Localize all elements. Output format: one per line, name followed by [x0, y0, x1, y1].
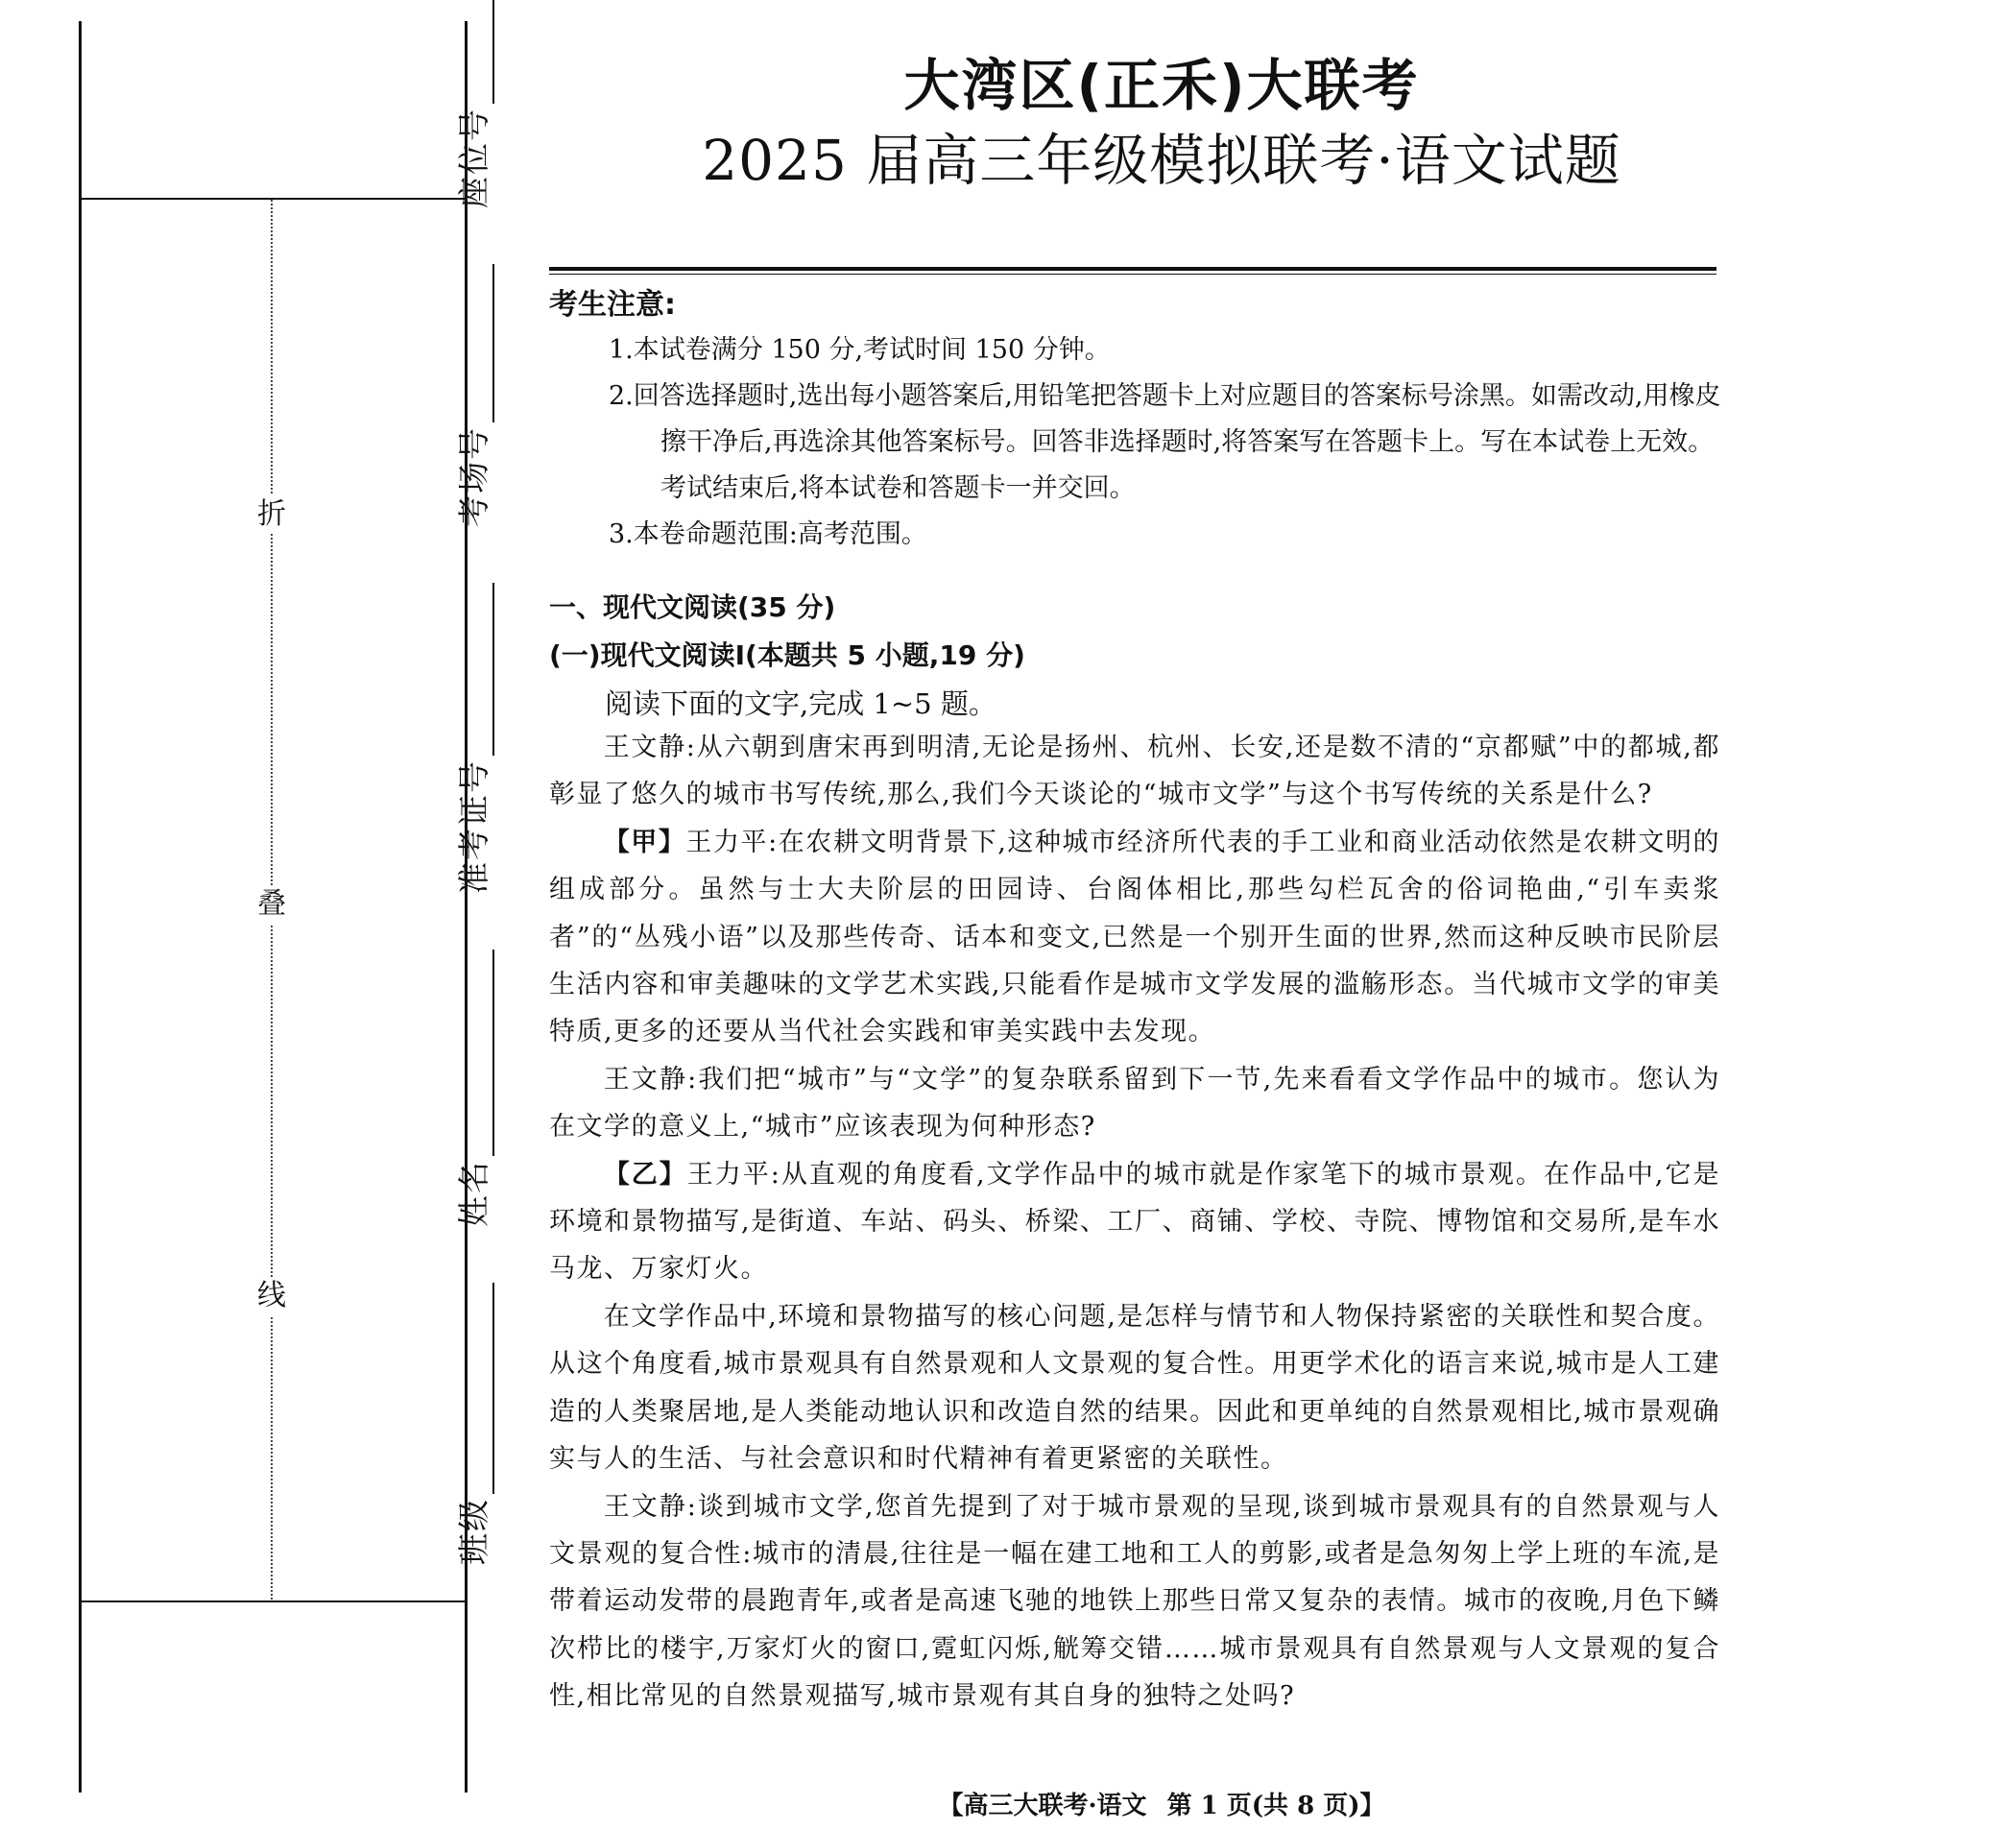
fold-char-line: 线: [254, 1277, 289, 1315]
reading-instruction: 阅读下面的文字,完成 1~5 题。: [605, 687, 996, 720]
notice-item: 3.本卷命题范围:高考范围。: [609, 519, 927, 549]
passage-paragraph: 【甲】王力平:在农耕文明背景下,这种城市经济所代表的手工业和商业活动依然是农耕文明的组成部分。虽然与士大夫阶层的田园诗、台阁体相比,那些勾栏瓦舍的俗词艳曲,“引车卖浆者”的“丛残小语”以及那些传奇、话本和变文,已然是一个别开生面的世界,然而这种反映市民阶层生活内容和审美趣味的文学艺术实践,只能看作是城市文学发展的滥觞形态。当代城市文学的审美特质,更多的还要从当代社会实践和审美实践中去发现。: [549, 827, 1721, 1047]
passage-paragraph: 在文学作品中,环境和景物描写的核心问题,是怎样与情节和人物保持紧密的关联性和契合度。从这个角度看,城市景观具有自然景观和人文景观的复合性。用更学术化的语言来说,城市是人工建造的人类聚居地,是人类能动地认识和改造自然的结果。因此和更单纯的自然景观相比,城市景观确实与人的生活、与社会意识和时代精神有着更紧密的关联性。: [549, 1301, 1720, 1475]
class-blank[interactable]: [458, 1283, 494, 1494]
name-field[interactable]: [449, 950, 494, 1227]
exam-room-label: 考场号: [455, 426, 492, 527]
fold-char-stack: 叠: [254, 885, 289, 924]
notice-item: 1.本试卷满分 150 分,考试时间 150 分钟。: [609, 335, 1111, 365]
class-label: 班级: [455, 1498, 492, 1565]
fold-char-fold: 折: [254, 495, 289, 534]
admission-number-field[interactable]: [449, 583, 494, 894]
paragraph-marker: 【甲】: [603, 827, 686, 857]
header-rule-thin: [549, 274, 1716, 275]
notice-list: [609, 327, 1722, 558]
passage-paragraph: 王文静:从六朝到唐宋再到明清,无论是扬州、杭州、长安,还是数不清的“京都赋”中的都城,都彰显了悠久的城市书写传统,那么,我们今天谈论的“城市文学”与这个书写传统的关系是什么?: [549, 733, 1720, 810]
subsection-heading: (一)现代文阅读Ⅰ(本题共 5 小题,19 分): [549, 639, 1025, 671]
class-field[interactable]: [449, 1283, 494, 1565]
exam-room-field[interactable]: [449, 264, 494, 527]
margin-border-left: [79, 21, 82, 1793]
notice-item: 2.回答选择题时,选出每小题答案后,用铅笔把答题卡上对应题目的答案标号涂黑。如需改动,用橡皮擦干净后,再选涂其他答案标号。回答非选择题时,将答案写在答题卡上。写在本试卷上无效。考试结束后,将本试卷和答题卡一并交回。: [609, 381, 1721, 503]
exam-subtitle: 2025 届高三年级模拟联考·语文试题: [702, 128, 1621, 193]
notice-title: 考生注意:: [549, 288, 676, 322]
name-label: 姓名: [455, 1160, 492, 1227]
margin-rule-bottom: [79, 1600, 468, 1602]
paragraph-marker: 【乙】: [603, 1159, 687, 1190]
passage-paragraph: 王文静:我们把“城市”与“文学”的复杂联系留到下一节,先来看看文学作品中的城市。您认为在文学的意义上,“城市”应该表现为何种形态?: [549, 1064, 1720, 1143]
admission-number-blank[interactable]: [458, 583, 494, 756]
candidate-info-fields: [437, 108, 494, 1565]
header-rule-thick: [549, 267, 1716, 271]
name-blank[interactable]: [458, 950, 494, 1156]
footer-page-number: 第 1 页(共 8 页)】: [1166, 1792, 1385, 1820]
admission-number-label: 准考证号: [455, 759, 492, 894]
seat-number-label: 座位号: [455, 108, 492, 208]
section-heading: 一、现代文阅读(35 分): [549, 591, 836, 623]
footer-exam-name: 【高三大联考·语文: [938, 1792, 1147, 1820]
exam-title: 大湾区(正禾)大联考: [903, 53, 1420, 118]
seat-number-field[interactable]: [449, 0, 494, 208]
page-footer: [538, 1786, 1786, 1821]
passage-paragraph: 【乙】王力平:从直观的角度看,文学作品中的城市就是作家笔下的城市景观。在作品中,它是环境和景物描写,是街道、车站、码头、桥梁、工厂、商铺、学校、寺院、博物馆和交易所,是车水马龙、万家灯火。: [549, 1159, 1721, 1285]
margin-rule-top: [79, 198, 468, 200]
binding-margin: [0, 0, 492, 1829]
reading-passage: [549, 724, 1720, 1721]
passage-paragraph: 王文静:谈到城市文学,您首先提到了对于城市景观的呈现,谈到城市景观具有的自然景观与人文景观的复合性:城市的清晨,往往是一幅在建工地和工人的剪影,或者是急匆匆上学上班的车流,是带着运动发带的晨跑青年,或者是高速飞驰的地铁上那些日常又复杂的表情。城市的夜晚,月色下鳞次栉比的楼宇,万家灯火的窗口,霓虹闪烁,觥筹交错……城市景观具有自然景观与人文景观的复合性,相比常见的自然景观描写,城市景观有其自身的独特之处吗?: [549, 1491, 1720, 1712]
exam-room-blank[interactable]: [458, 264, 494, 422]
seat-number-blank[interactable]: [458, 0, 494, 104]
